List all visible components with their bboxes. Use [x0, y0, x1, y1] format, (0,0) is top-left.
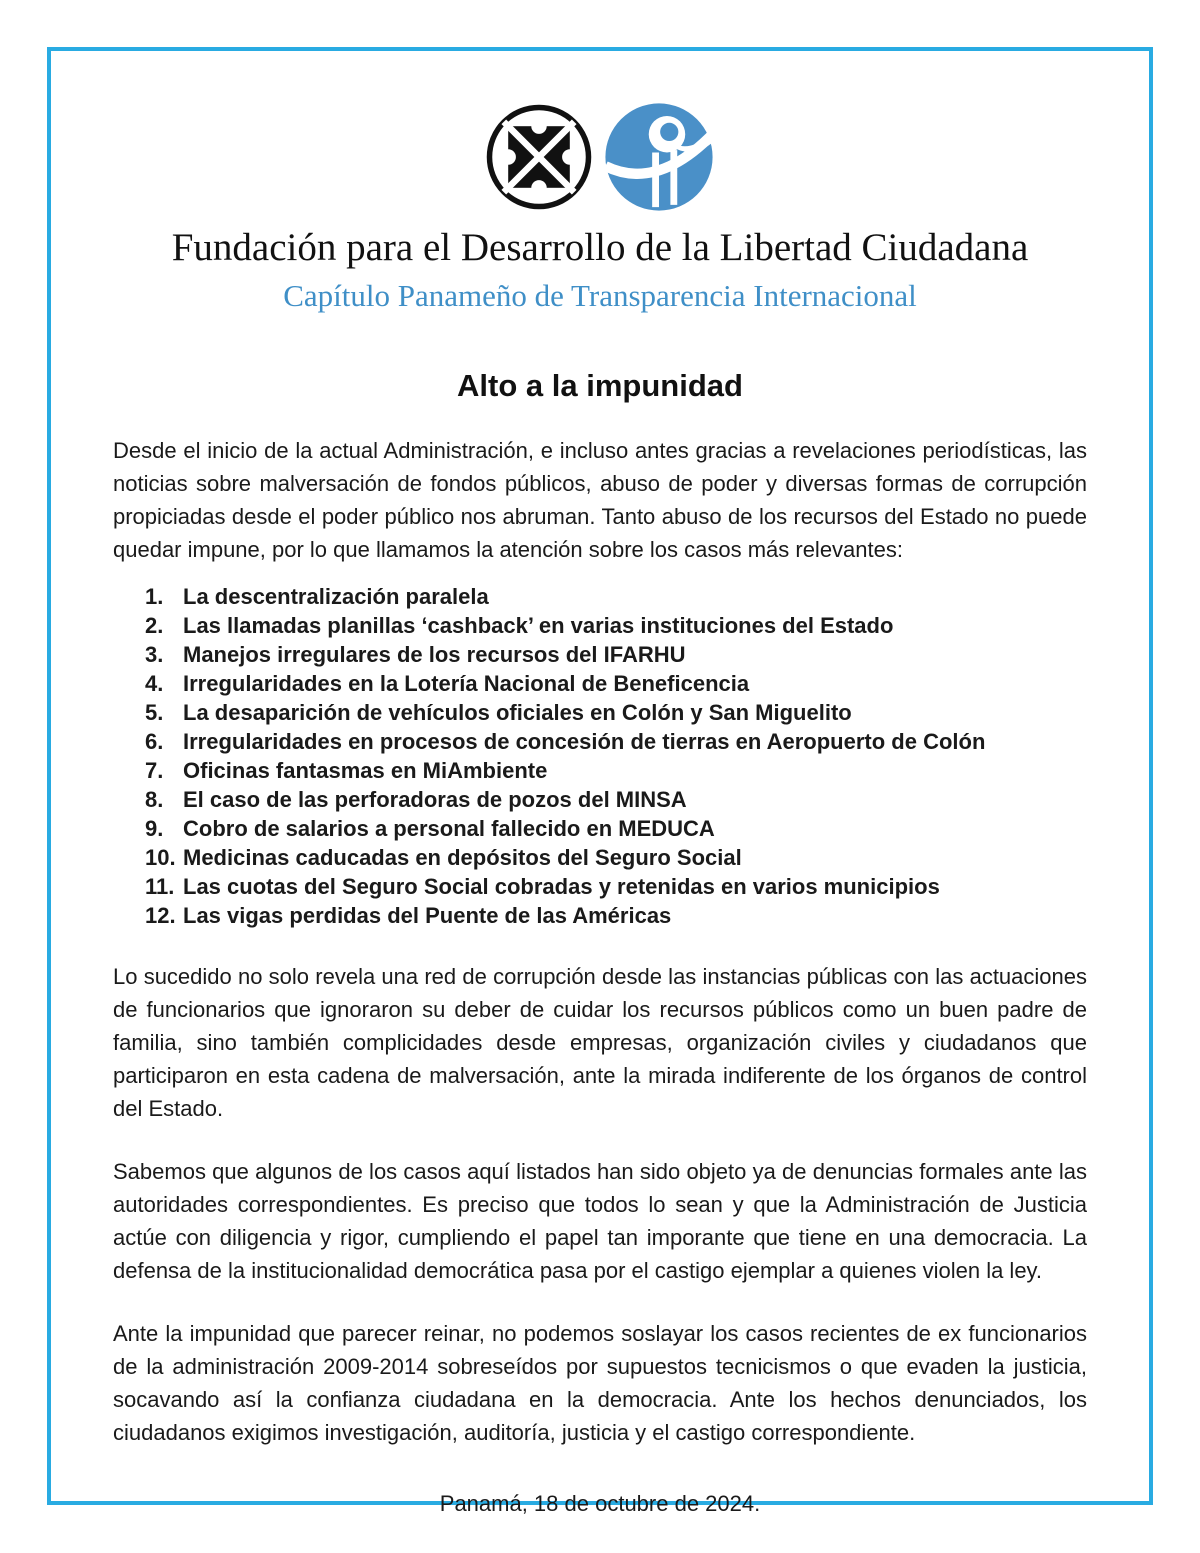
logo-row: [113, 101, 1087, 213]
body-paragraph: Lo sucedido no solo revela una red de corrupción desde las instancias públicas con las actuaciones de funcionarios que ignoraron su deber de cuidar los recursos públicos como un buen padre de familia, sino también complicidades desde empresas, organización civiles y ciudadanos que participaron en esta cadena de malversación, ante la mirada indiferente de los órganos de control del Estado.: [113, 964, 1087, 1121]
document-content: [51, 51, 1149, 1517]
case-text: La desaparición de vehículos oficiales en Colón y San Miguelito: [183, 700, 852, 725]
intro-paragraph: Desde el inicio de la actual Administración, e incluso antes gracias a revelaciones periodísticas, las noticias sobre malversación de fondos públicos, abuso de poder y diversas formas de corrupción propiciadas desde el poder público nos abruman. Tanto abuso de los recursos del Estado no puede quedar impune, por lo que llamamos la atención sobre los casos más relevantes:: [113, 438, 1087, 562]
case-text: Irregularidades en procesos de concesión de tierras en Aeropuerto de Colón: [183, 729, 986, 754]
list-item: [145, 872, 1087, 901]
date-line: Panamá, 18 de octubre de 2024.: [439, 1491, 761, 1516]
cases-list: [145, 582, 1087, 930]
organization-title: Fundación para el Desarrollo de la Libertad Ciudadana: [171, 226, 1029, 269]
transparency-international-logo-icon: [602, 100, 716, 214]
case-text: Las llamadas planillas ‘cashback’ en varias instituciones del Estado: [183, 613, 894, 638]
case-text: La descentralización paralela: [183, 584, 489, 609]
case-text: Manejos irregulares de los recursos del IFARHU: [183, 642, 686, 667]
case-number: 6.: [145, 729, 164, 754]
body-paragraph: Ante la impunidad que parecer reinar, no podemos soslayar los casos recientes de ex funcionarios de la administración 2009-2014 sobreseídos por supuestos tecnicismos o que evaden la justicia, socavando así la confianza ciudadana en la democracia. Ante los hechos denunciados, los ciudadanos exigimos investigación, auditoría, justicia y el castigo correspondiente.: [113, 1321, 1087, 1445]
list-item: [145, 785, 1087, 814]
list-item: [145, 901, 1087, 930]
list-item: [145, 698, 1087, 727]
list-item: [145, 669, 1087, 698]
case-number: 10.: [145, 845, 176, 870]
case-number: 7.: [145, 758, 164, 783]
case-number: 3.: [145, 642, 164, 667]
case-text: Las vigas perdidas del Puente de las Américas: [183, 903, 672, 928]
case-number: 9.: [145, 816, 164, 841]
list-item: [145, 582, 1087, 611]
case-number: 11.: [145, 874, 175, 899]
document-title: Alto a la impunidad: [457, 368, 743, 403]
page-border: [47, 47, 1153, 1516]
list-item: [145, 611, 1087, 640]
organization-subtitle: Capítulo Panameño de Transparencia Internacional: [283, 278, 917, 313]
case-number: 1.: [145, 584, 164, 609]
body-paragraph: Sabemos que algunos de los casos aquí listados han sido objeto ya de denuncias formales ante las autoridades correspondientes. Es preciso que todos lo sean y que la Administración de Justicia actúe con diligencia y rigor, cumpliendo el papel tan imporante que tiene en una democracia. La defensa de la institucionalidad democrática pasa por el castigo ejemplar a quienes violen la ley.: [113, 1159, 1087, 1283]
list-item: [145, 727, 1087, 756]
case-text: Las cuotas del Seguro Social cobradas y retenidas en varios municipios: [183, 874, 940, 899]
case-text: Cobro de salarios a personal fallecido en MEDUCA: [183, 816, 715, 841]
case-text: Oficinas fantasmas en MiAmbiente: [183, 758, 548, 783]
case-number: 2.: [145, 613, 164, 638]
case-number: 8.: [145, 787, 164, 812]
case-number: 5.: [145, 700, 164, 725]
case-number: 4.: [145, 671, 164, 696]
case-text: El caso de las perforadoras de pozos del MINSA: [183, 787, 687, 812]
list-item: [145, 640, 1087, 669]
list-item: [145, 814, 1087, 843]
list-item: [145, 843, 1087, 872]
list-item: [145, 756, 1087, 785]
libertad-ciudadana-logo-icon: [484, 102, 594, 212]
case-text: Irregularidades en la Lotería Nacional de Beneficencia: [183, 671, 750, 696]
case-text: Medicinas caducadas en depósitos del Seguro Social: [183, 845, 742, 870]
case-number: 12.: [145, 903, 176, 928]
